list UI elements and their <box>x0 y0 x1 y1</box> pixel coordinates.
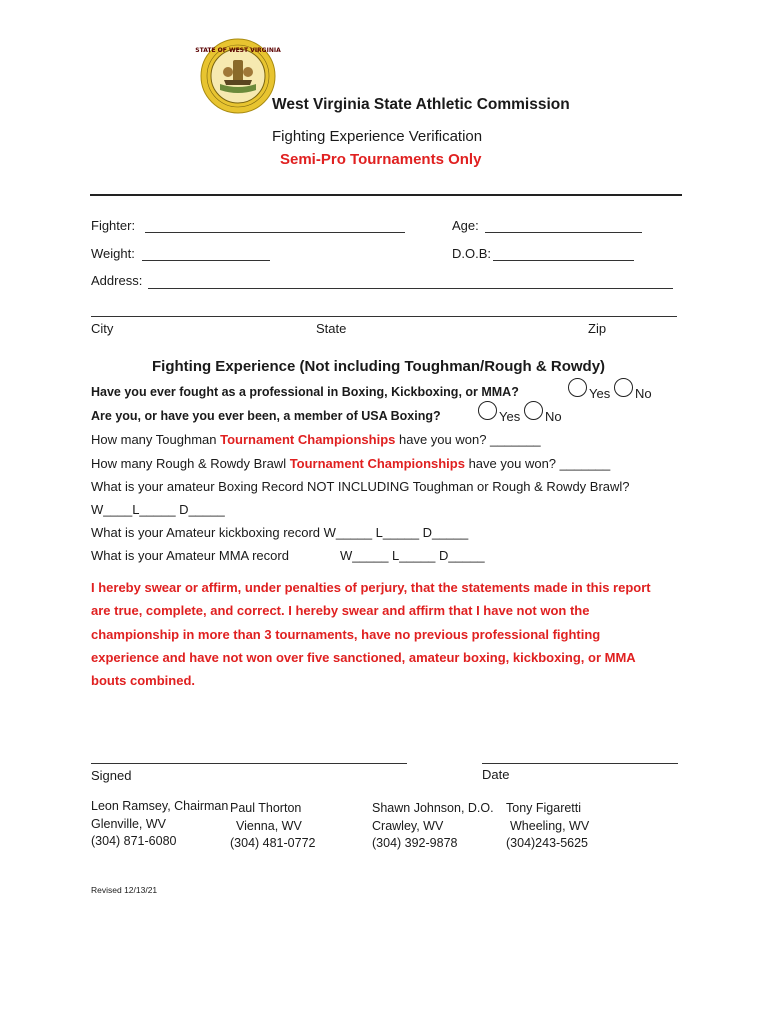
professional-yes-radio[interactable] <box>568 378 587 397</box>
city-label: City <box>91 321 114 336</box>
usa-boxing-no-radio[interactable] <box>524 401 543 420</box>
contact-card <box>372 800 494 853</box>
contact-city: Vienna, WV <box>236 818 302 833</box>
age-label: Age: <box>452 218 479 233</box>
toughman-question-post: have you won? _______ <box>395 432 541 447</box>
experience-heading: Fighting Experience (Not including Toughman/Rough & Rowdy) <box>152 358 606 375</box>
header-divider <box>90 194 682 196</box>
state-label: State <box>316 321 347 336</box>
rough-rowdy-question <box>91 456 610 471</box>
form-subtitle: Fighting Experience Verification <box>272 128 483 145</box>
signature-field[interactable] <box>91 763 407 764</box>
fighter-label: Fighter: <box>91 218 136 233</box>
amateur-boxing-record[interactable]: W____L_____ D_____ <box>91 502 225 517</box>
weight-label: Weight: <box>91 246 135 261</box>
rough-rowdy-question-emphasis: Tournament Championships <box>289 456 465 471</box>
dob-field[interactable] <box>493 260 634 261</box>
mma-record-question: What is your Amateur MMA record <box>91 548 289 563</box>
revision-date: Revised 12/13/21 <box>91 885 158 895</box>
address-line-2[interactable] <box>91 316 677 317</box>
mma-record[interactable]: W_____ L_____ D_____ <box>340 548 485 563</box>
contact-city: Crawley, WV <box>372 818 444 833</box>
professional-no-label: No <box>635 386 652 401</box>
zip-label: Zip <box>588 321 607 336</box>
oath-line: are true, complete, and correct. I hereby swear and affirm that I have not won the <box>91 603 590 619</box>
contact-phone: (304) 481-0772 <box>230 836 316 850</box>
contact-card <box>506 800 589 853</box>
contact-card <box>230 800 315 853</box>
toughman-question <box>91 432 541 447</box>
contact-phone: (304)243-5625 <box>506 836 589 850</box>
professional-question: Have you ever fought as a professional in Boxing, Kickboxing, or MMA? <box>91 385 519 399</box>
toughman-question-pre: How many Toughman <box>91 432 221 447</box>
contact-name: Shawn Johnson, D.O. <box>372 801 494 815</box>
rough-rowdy-question-post: have you won? _______ <box>464 456 611 471</box>
usa-boxing-no-label: No <box>545 409 562 424</box>
oath-line: championship in more than 3 tournaments, have no previous professional fighting <box>91 626 601 642</box>
date-field[interactable] <box>482 763 678 764</box>
contact-phone: (304) 871-6080 <box>91 834 177 848</box>
rough-rowdy-question-pre: How many Rough & Rowdy Brawl <box>91 456 290 471</box>
signed-label: Signed <box>91 768 132 783</box>
weight-field[interactable] <box>142 260 270 261</box>
state-seal-logo <box>195 38 281 114</box>
date-label: Date <box>482 767 510 782</box>
toughman-question-emphasis: Tournament Championships <box>220 432 396 447</box>
professional-yes-label: Yes <box>589 386 611 401</box>
contact-city: Wheeling, WV <box>510 818 590 833</box>
address-field[interactable] <box>148 288 673 289</box>
perjury-oath <box>91 576 691 692</box>
oath-line: I hereby swear or affirm, under penalties of perjury, that the statements made in this report <box>91 580 651 595</box>
contact-name: Paul Thorton <box>230 801 302 815</box>
age-field[interactable] <box>485 232 642 233</box>
professional-no-radio[interactable] <box>614 378 633 397</box>
dob-label: D.O.B: <box>452 246 492 261</box>
address-label: Address: <box>91 273 143 288</box>
oath-line: experience and have not won over five sanctioned, amateur boxing, kickboxing, or MMA <box>91 649 636 665</box>
contact-name: Tony Figaretti <box>506 801 582 815</box>
oath-line: bouts combined. <box>91 673 195 689</box>
kickboxing-record-question[interactable]: What is your Amateur kickboxing record W_____ L_____ D_____ <box>91 525 469 540</box>
usa-boxing-yes-radio[interactable] <box>478 401 497 420</box>
contact-city: Glenville, WV <box>91 816 167 831</box>
svg-text:STATE OF WEST VIRGINIA: STATE OF WEST VIRGINIA <box>195 47 281 54</box>
usa-boxing-question: Are you, or have you ever been, a member of USA Boxing? <box>91 409 441 423</box>
contact-phone: (304) 392-9878 <box>372 836 458 850</box>
tournament-notice: Semi-Pro Tournaments Only <box>280 151 482 168</box>
commission-title: West Virginia State Athletic Commission <box>272 96 570 113</box>
fighter-field[interactable] <box>145 232 405 233</box>
amateur-boxing-question: What is your amateur Boxing Record NOT INCLUDING Toughman or Rough & Rowdy Brawl? <box>91 479 630 494</box>
usa-boxing-yes-label: Yes <box>499 409 521 424</box>
contact-name: Leon Ramsey, Chairman <box>91 799 229 813</box>
contact-card <box>91 798 228 851</box>
